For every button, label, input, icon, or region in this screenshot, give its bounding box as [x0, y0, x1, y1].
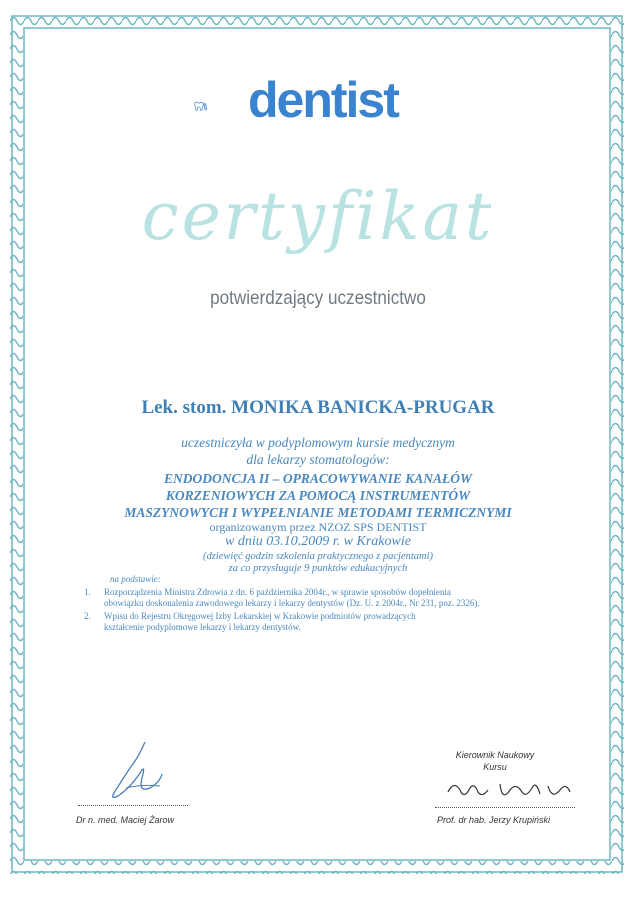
right-signature-line — [435, 807, 575, 808]
date-text: w dniu 03.10.2009 r. w Krakowie — [225, 534, 411, 549]
certificate-title: certyfikat — [141, 178, 495, 255]
certificate-subtitle: potwierdzający uczestnictwo — [210, 288, 426, 309]
brand-logo: dentist — [248, 72, 398, 128]
basis-item-line: kształcenie podyplomowe lekarzy i lekarzy dentystów. — [104, 622, 301, 632]
left-signature-line — [78, 805, 188, 806]
course-line-1: ENDODONCJA II – OPRACOWYWANIE KANAŁÓW — [163, 471, 473, 486]
right-signatory-name: Prof. dr hab. Jerzy Krupiński — [437, 815, 551, 825]
basis-item-number: 2. — [84, 611, 91, 621]
tooth-logo-icon — [194, 84, 250, 129]
basis-item-line: obowiązku doskonalenia zawodowego lekarzy i lekarzy dentystów (Dz. U. z 2004r., Nr 231, poz. 2326). — [104, 598, 480, 608]
recipient-name: Lek. stom. MONIKA BANICKA-PRUGAR — [141, 397, 495, 418]
organizer-text: organizowanym przez NZOZ SPS DENTIST — [209, 520, 427, 534]
right-signatory-title — [450, 749, 540, 773]
basis-item-number: 1. — [84, 587, 91, 597]
hours-text: (dziewięć godzin szkolenia praktycznego z pacjentami) — [202, 551, 434, 562]
right-title-line-1: Kierownik Naukowy — [455, 750, 535, 760]
basis-label: na podstawie: — [110, 574, 161, 584]
basis-item-line: Wpisu do Rejestru Okręgowej Izby Lekarskiej w Krakowie podmiotów prowadzących — [104, 611, 416, 621]
basis-item-line: Rozporządzenia Ministra Zdrowia z dn. 6 października 2004r., w sprawie sposobów dopełnienia — [104, 587, 451, 597]
basis-list — [84, 587, 534, 635]
intro-line-2: dla lekarzy stomatologów: — [246, 452, 390, 467]
intro-line-1: uczestniczyła w podyplomowym kursie medycznym — [181, 435, 455, 450]
basis-item — [84, 611, 534, 633]
course-line-3: MASZYNOWYCH I WYPEŁNIANIE METODAMI TERMICZNYMI — [124, 505, 512, 520]
right-signature — [440, 772, 580, 812]
left-signature — [100, 738, 180, 808]
course-title — [0, 470, 636, 521]
course-line-2: KORZENIOWYCH ZA POMOCĄ INSTRUMENTÓW — [165, 488, 471, 503]
points-text: za co przysługuje 9 punktów edukacyjnych — [228, 563, 408, 574]
intro-text — [0, 434, 636, 468]
basis-item — [84, 587, 534, 609]
right-title-line-2: Kursu — [483, 762, 507, 772]
left-signatory-name: Dr n. med. Maciej Żarow — [76, 815, 175, 825]
